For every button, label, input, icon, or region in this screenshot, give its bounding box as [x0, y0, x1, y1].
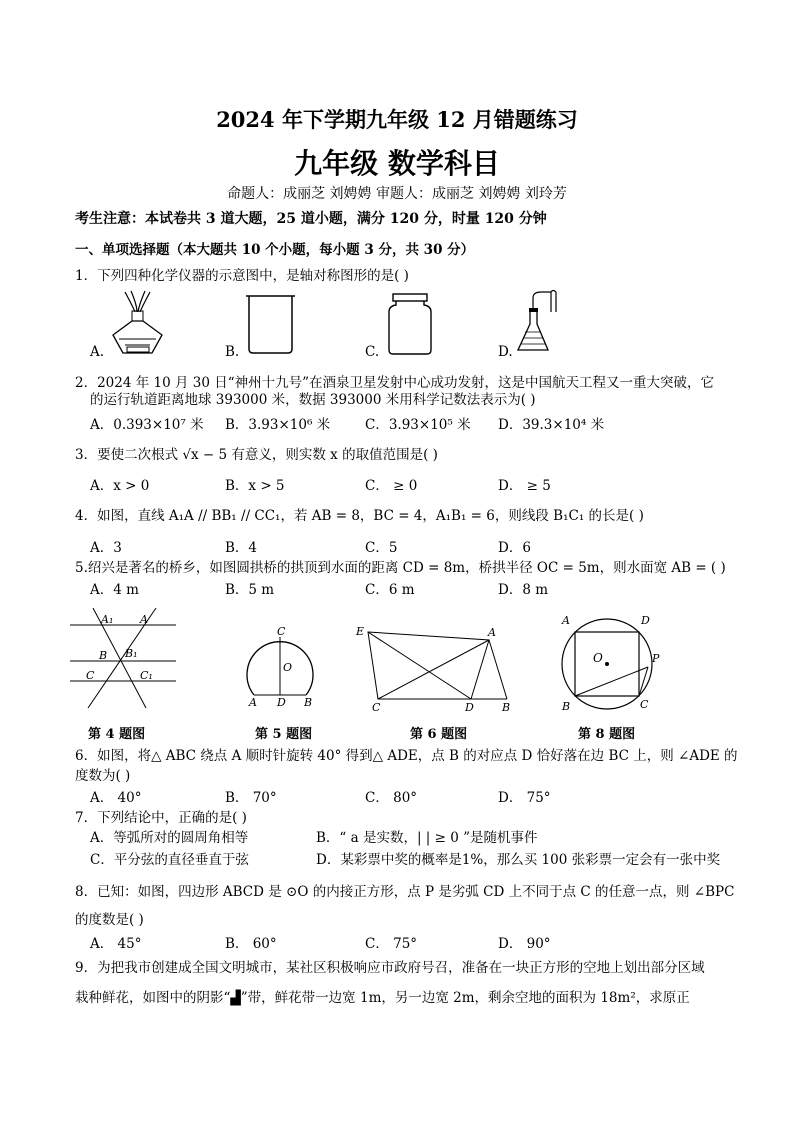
fig8-label-b: B [562, 700, 571, 713]
exam-notice: 考生注意：本试卷共 3 道大题，25 道小题，满分 120 分，时量 120 分钟 [75, 211, 547, 227]
q6-line2: 度数为( ) [75, 768, 131, 784]
fig6-label-a: A [488, 626, 496, 639]
fig5-label-o: O [283, 661, 293, 674]
q4-option-b: B．4 [225, 540, 258, 556]
q8-option-a: A． 45° [90, 936, 142, 952]
fig8-label-a: A [562, 614, 570, 627]
fig4-label-a1: A₁ [101, 613, 114, 626]
q8-option-b: B． 60° [225, 936, 277, 952]
q7-option-c: C．平分弦的直径垂直于弦 [90, 852, 249, 868]
fig6-label-b: B [502, 701, 511, 714]
q3-option-a: A．x > 0 [90, 478, 150, 494]
subject-title: 九年级 数学科目 [294, 147, 500, 180]
q7-stem: 7．下列结论中，正确的是( ) [75, 810, 247, 826]
fig8-label-c: C [640, 698, 649, 711]
figure-4-caption: 第 4 题图 [88, 727, 146, 742]
q3-option-c: C． ≥ 0 [365, 478, 418, 494]
fig6-label-c: C [372, 701, 381, 714]
q2-line1: 2．2024 年 10 月 30 日“神州十九号”在酒泉卫星发射中心成功发射，这是中国航天工程又一重大突破，它 [75, 375, 715, 391]
q6-option-d: D． 75° [498, 790, 551, 806]
fig4-label-a: A [140, 613, 148, 626]
fig4-label-b: B [99, 649, 108, 662]
q5-option-c: C．6 m [365, 582, 415, 598]
authors-line: 命题人：成丽芝 刘娉娉 审题人：成丽芝 刘娉娉 刘玲芳 [227, 186, 567, 202]
q5-stem: 5.绍兴是著名的桥乡，如图圆拱桥的拱顶到水面的距离 CD = 8m，桥拱半径 OC = 5m，则水面宽 AB = ( ) [75, 560, 726, 576]
q4-option-a: A．3 [90, 540, 122, 556]
fig5-label-a: A [249, 696, 257, 709]
figure-5-caption: 第 5 题图 [255, 727, 313, 742]
q1-option-c: C. [365, 344, 380, 360]
fig5-label-b: B [304, 696, 313, 709]
figure-6 [352, 622, 522, 714]
flask-icon [515, 288, 565, 356]
exam-title: 2024 年下学期九年级 12 月错题练习 [216, 107, 578, 132]
fig8-label-d: D [641, 614, 650, 627]
q6-option-a: A． 40° [90, 790, 142, 806]
q1-option-d: D. [498, 344, 513, 360]
fig4-label-c1: C₁ [140, 669, 153, 682]
q8-line2: 的度数是( ) [75, 912, 144, 928]
q6-line1: 6．如图，将△ ABC 绕点 A 顺时针旋转 40° 得到△ ADE，点 B 的对应点 D 恰好落在边 BC 上，则 ∠ADE 的 [75, 748, 738, 764]
fig6-label-e: E [356, 625, 365, 638]
q2-option-b: B．3.93×10⁶ 米 [225, 417, 331, 433]
fig6-label-d: D [465, 701, 474, 714]
figure-8 [552, 612, 664, 717]
q7-option-d: D．某彩票中奖的概率是1%，那么买 100 张彩票一定会有一张中奖 [316, 852, 721, 868]
q5-option-b: B．5 m [225, 582, 275, 598]
fig5-label-d: D [277, 696, 286, 709]
q8-line1: 8．已知：如图，四边形 ABCD 是 ⊙O 的内接正方形，点 P 是劣弧 CD 上不同于点 C 的任意一点，则 ∠BPC [75, 884, 735, 900]
q8-option-c: C． 75° [365, 936, 418, 952]
beaker-icon [243, 293, 298, 355]
q3-stem: 3．要使二次根式 √x − 5 有意义，则实数 x 的取值范围是( ) [75, 447, 438, 463]
q6-option-c: C． 80° [365, 790, 418, 806]
figure-8-caption: 第 8 题图 [578, 727, 636, 742]
q9-line2: 栽种鲜花，如图中的阴影“▟”带，鲜花带一边宽 1m，另一边宽 2m，剩余空地的面积为 18m²，求原正 [75, 990, 690, 1006]
q2-option-a: A．0.393×10⁷ 米 [90, 417, 204, 433]
q9-line1: 9．为把我市创建成全国文明城市，某社区积极响应市政府号召，准备在一块正方形的空地上划出部分区域 [75, 960, 705, 976]
q5-option-a: A．4 m [90, 582, 139, 598]
q4-stem: 4．如图，直线 A₁A // BB₁ // CC₁，若 AB = 8，BC = 4，A₁B₁ = 6，则线段 B₁C₁ 的长是( ) [75, 508, 644, 524]
fig5-label-c: C [277, 625, 286, 638]
section-heading: 一、单项选择题（本大题共 10 个小题，每小题 3 分，共 30 分） [75, 242, 475, 258]
q6-option-b: B． 70° [225, 790, 277, 806]
q1-option-b: B. [225, 344, 240, 360]
figure-6-caption: 第 6 题图 [410, 727, 468, 742]
fig4-label-c: C [86, 669, 95, 682]
q4-option-d: D．6 [498, 540, 531, 556]
alcohol-lamp-icon [105, 287, 170, 357]
q7-option-b: B．“ a 是实数，| | ≥ 0 ”是随机事件 [316, 830, 538, 846]
q1-option-a: A. [90, 344, 105, 360]
fig8-label-o: O [593, 651, 603, 665]
q3-option-b: B．x > 5 [225, 478, 285, 494]
fig8-label-p: P [652, 652, 660, 665]
q5-option-d: D．8 m [498, 582, 549, 598]
q2-option-c: C．3.93×10⁵ 米 [365, 417, 471, 433]
q7-option-a: A．等弧所对的圆周角相等 [90, 830, 249, 846]
figure-4 [68, 605, 178, 715]
q4-option-c: C．5 [365, 540, 398, 556]
fig4-label-b1: B₁ [125, 647, 138, 660]
q2-option-d: D．39.3×10⁴ 米 [498, 417, 605, 433]
q1-stem: 1．下列四种化学仪器的示意图中，是轴对称图形的是( ) [75, 268, 409, 284]
figure-5 [240, 625, 320, 710]
q3-option-d: D． ≥ 5 [498, 478, 551, 494]
reagent-bottle-icon [386, 292, 434, 356]
q2-line2: 的运行轨道距离地球 393000 米，数据 393000 米用科学记数法表示为( ) [90, 392, 536, 408]
q8-option-d: D． 90° [498, 936, 551, 952]
